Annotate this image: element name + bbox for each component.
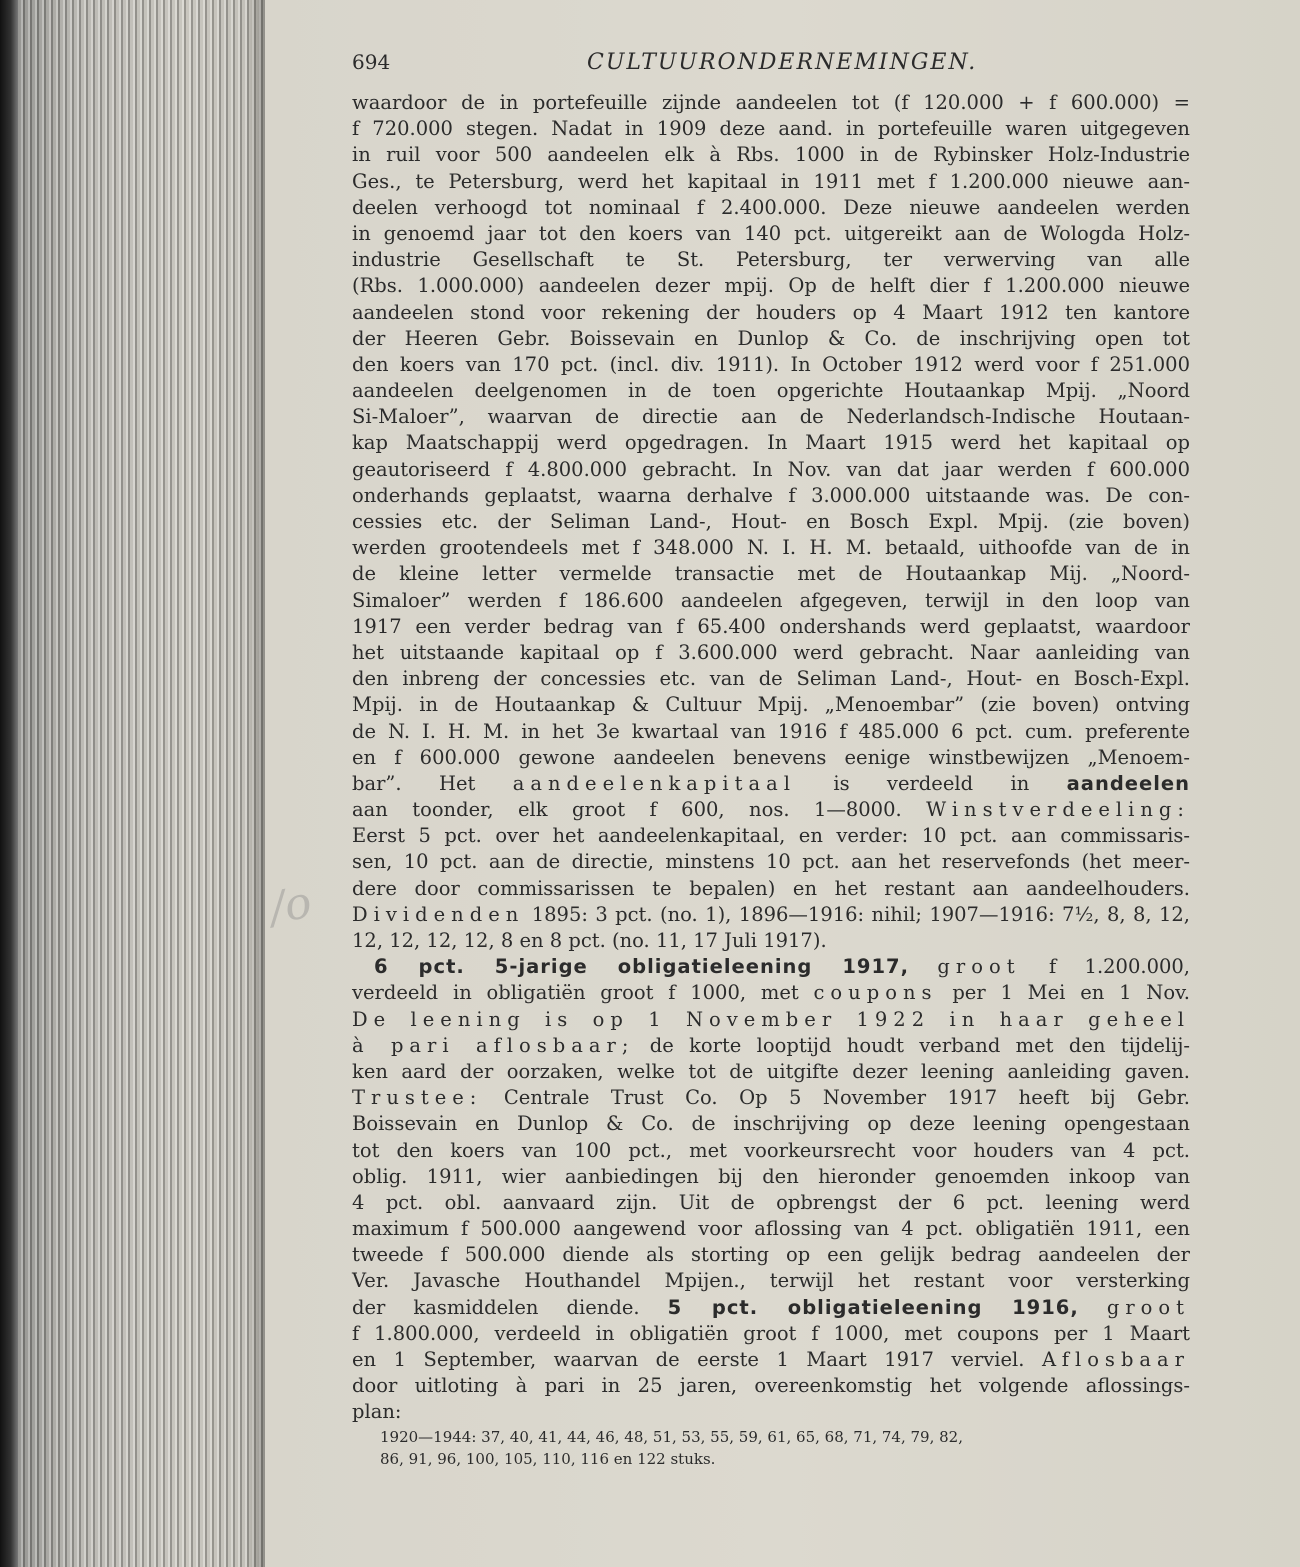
paragraph-redemption (352, 1373, 1190, 1399)
paragraph-loan-1916 (352, 1321, 1190, 1347)
text-line-50: door uitloting à pari in 25 jaren, overeenkomstig het volgende aflossings- (352, 1374, 1190, 1398)
text-line-17: cessies etc. der Seliman Land-, Hout- en Bosch Expl. Mpij. (zie boven) (352, 510, 1190, 533)
text-line-23: den inbreng der concessies etc. van de Seliman Land-, Hout- en Bosch-Expl. (352, 667, 1190, 691)
text-line-22: het uitstaande kapitaal op f 3.600.000 werd gebracht. Naar aanleiding van (352, 640, 1190, 664)
text-line-42: oblig. 1911, wier aanbiedingen bij den hieronder genoemden inkoop van (352, 1164, 1190, 1188)
text-line-44: maximum f 500.000 aangewend voor aflossing van 4 pct. obligatiën 1911, een (352, 1217, 1190, 1241)
page-header (352, 50, 1190, 90)
text-line-8: (Rbs. 1.000.000) aandeelen dezer mpij. Op de helft dier f 1.200.000 nieuwe (352, 274, 1190, 298)
paragraph-loan-subscription (352, 1111, 1190, 1294)
text-line-10: der Heeren Gebr. Boissevain en Dunlop & Co. de inschrijving open tot (352, 326, 1190, 350)
text-line-26: en f 600.000 gewone aandeelen benevens eenige winstbewijzen „Menoem- (352, 745, 1190, 769)
page-number: 694 (352, 50, 391, 74)
text-line-31: dere door commissarissen te bepalen) en het restant aan aandeelhouders. (352, 876, 1190, 900)
text-line-16: onderhands geplaatst, waarna derhalve f 3.000.000 uitstaande was. De con- (352, 483, 1190, 507)
text-line-28: aan toonder, elk groot f 600, nos. 1—8000. Winstverdeeling: (352, 798, 1190, 822)
text-line-1: waardoor de in portefeuille zijnde aandeelen tot (f 120.000 + f 600.000) = (352, 91, 1190, 114)
text-line-40: Boissevain en Dunlop & Co. de inschrijving op deze leening opengestaan (352, 1112, 1190, 1136)
text-line-34: 6 pct. 5-jarige obligatieleening 1917, groot f 1.200.000, (374, 955, 1190, 979)
paragraph-loan-text (352, 1059, 1190, 1085)
pencil-margin-note: /o (265, 876, 316, 935)
schedule-line: 1920—1944: 37, 40, 41, 44, 46, 48, 51, 53, 55, 59, 61, 65, 68, 71, 74, 79, 82, (380, 1427, 963, 1446)
paragraph-profit-distribution (352, 823, 1190, 902)
text-line-15: geautoriseerd f 4.800.000 gebracht. In Nov. van dat jaar werden f 600.000 (352, 457, 1190, 481)
text-line-11: den koers van 170 pct. (incl. div. 1911). In October 1912 werd voor f 251.000 (352, 352, 1190, 376)
text-line-4: Ges., te Petersburg, werd het kapitaal in 1911 met f 1.200.000 nieuwe aan- (352, 169, 1190, 193)
text-line-29: Eerst 5 pct. over het aandeelenkapitaal, en verder: 10 pct. aan commissaris- (352, 824, 1190, 848)
text-line-25: de N. I. H. M. in het 3e kwartaal van 1916 f 485.000 6 pct. cum. preferente (352, 719, 1190, 743)
text-line-35: verdeeld in obligatiën groot f 1000, met coupons per 1 Mei en 1 Nov. (352, 981, 1190, 1005)
text-line-5: deelen verhoogd tot nominaal f 2.400.000. Deze nieuwe aandeelen werden (352, 195, 1190, 219)
text-line-39: Trustee: Centrale Trust Co. Op 5 November 1917 heeft bij Gebr. (352, 1086, 1190, 1110)
text-line-32: Dividenden 1895: 3 pct. (no. 1), 1896—1916: nihil; 1907—1916: 7½, 8, 8, 12, (352, 902, 1191, 926)
text-line-3: in ruil voor 500 aandeelen elk à Rbs. 1000 in de Rybinsker Holz-Industrie (352, 143, 1190, 167)
text-line-48: f 1.800.000, verdeeld in obligatiën groot f 1000, met coupons per 1 Maart (352, 1321, 1190, 1345)
text-line-47: der kasmiddelen diende. 5 pct. obligatieleening 1916, groot (352, 1295, 1190, 1319)
text-line-43: 4 pct. obl. aanvaard zijn. Uit de opbrengst der 6 pct. leening werd (352, 1190, 1190, 1214)
book-page-edges (0, 0, 265, 1567)
text-line-49: en 1 September, waarvan de eerste 1 Maart 1917 verviel. Aflosbaar (352, 1348, 1190, 1371)
page-text (352, 50, 1190, 1470)
text-line-24: Mpij. in de Houtaankap & Cultuur Mpij. „Menoembar” (zie boven) ontving (352, 693, 1190, 717)
text-line-30: sen, 10 pct. aan de directie, minstens 10 pct. aan het reservefonds (het meer- (352, 850, 1190, 874)
text-line-41: tot den koers van 100 pct., met voorkeursrecht voor houders van 4 pct. (352, 1138, 1190, 1162)
text-line-51: plan: (352, 1400, 402, 1424)
redemption-schedule (352, 1426, 1190, 1470)
text-line-20: Simaloer” werden f 186.600 aandeelen afgegeven, terwijl in den loop van (352, 588, 1190, 612)
text-line-13: Si-Maloer”, waarvan de directie aan de Nederlandsch-Indische Houtaan- (352, 405, 1190, 429)
text-line-9: aandeelen stond voor rekening der houders op 4 Maart 1912 ten kantore (352, 300, 1190, 324)
book-spine-shadow (0, 0, 18, 1567)
schedule-line: 86, 91, 96, 100, 105, 110, 116 en 122 stuks. (380, 1449, 716, 1468)
text-line-36: De leening is op 1 November 1922 in haar geheel (352, 1007, 1190, 1031)
text-line-33: 12, 12, 12, 12, 8 en 8 pct. (no. 11, 17 Juli 1917). (352, 929, 827, 952)
text-line-14: kap Maatschappij werd opgedragen. In Maart 1915 werd het kapitaal op (352, 431, 1190, 455)
text-line-38: ken aard der oorzaken, welke tot de uitgifte dezer leening aanleiding gaven. (352, 1059, 1190, 1083)
running-title: CULTUURONDERNEMINGEN. (587, 50, 978, 75)
text-line-7: industrie Gesellschaft te St. Petersburg, ter verwerving van alle (352, 248, 1190, 272)
text-line-6: in genoemd jaar tot den koers van 140 pct. uitgereikt aan de Wologda Holz- (352, 221, 1190, 245)
text-line-21: 1917 een verder bedrag van f 65.400 ondershands werd geplaatst, waardoor (352, 614, 1190, 638)
text-line-2: f 720.000 stegen. Nadat in 1909 deze aand. in portefeuille waren uitgegeven (352, 117, 1190, 141)
text-line-46: Ver. Javasche Houthandel Mpijen., terwijl het restant voor versterking (352, 1269, 1190, 1293)
text-line-18: werden grootendeels met f 348.000 N. I. H. M. betaald, uithoofde van de in (352, 536, 1190, 560)
text-line-12: aandeelen deelgenomen in de toen opgerichte Houtaankap Mpij. „Noord (352, 379, 1190, 403)
text-line-19: de kleine letter vermelde transactie met de Houtaankap Mij. „Noord- (352, 562, 1190, 586)
text-line-37: à pari aflosbaar; de korte looptijd houdt verband met den tijdelij- (352, 1033, 1190, 1057)
text-line-45: tweede f 500.000 diende als storting op een gelijk bedrag aandeelen der (352, 1243, 1190, 1267)
text-line-27: bar”. Het aandeelenkapitaal is verdeeld in aandeelen (352, 771, 1191, 795)
paragraph-capital-history (352, 90, 1190, 771)
